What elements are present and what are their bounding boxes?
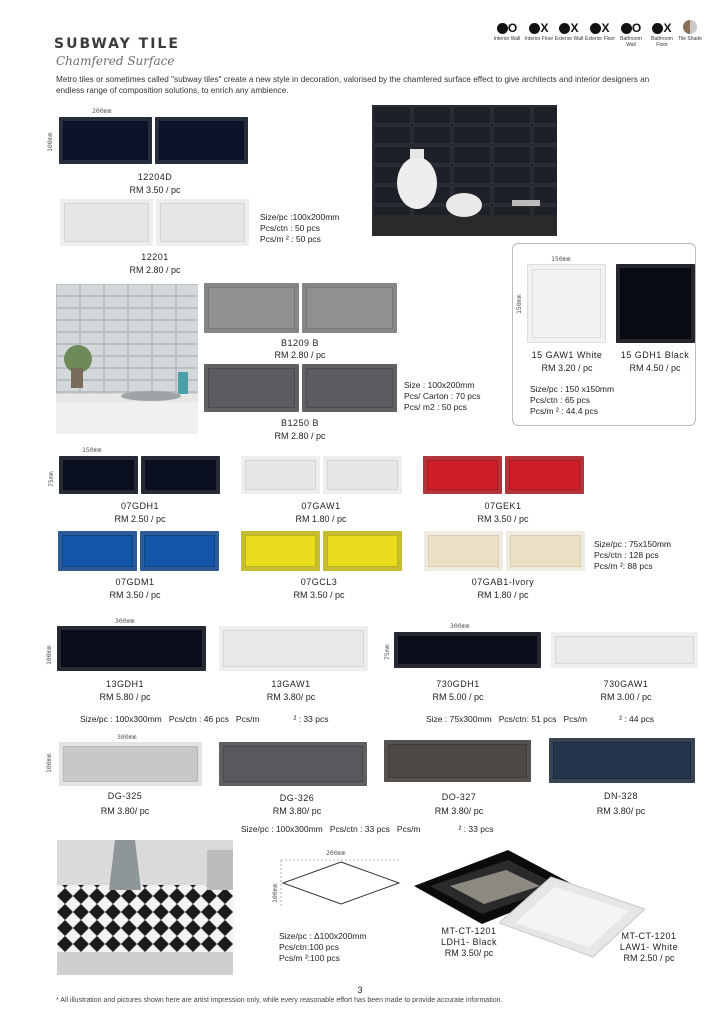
interior-wall-icon: O <box>491 20 523 36</box>
tile-B1250-b <box>302 364 397 412</box>
tile-swatch <box>59 117 152 164</box>
product-price: RM 2.80 / pc <box>274 350 326 360</box>
dim-height: 100mm <box>271 883 279 903</box>
product-code: 13GAW1 <box>271 679 311 689</box>
spec-block: Size : 100x200mm Pcs/ Carton : 70 pcs Pcs/ m2 : 50 pcs <box>404 380 481 412</box>
tile-DG326 <box>219 742 367 786</box>
bathroom-wall-icon: O <box>615 20 647 36</box>
tile-730GDH1 <box>394 632 541 668</box>
spec-line: Size/pc : 100x300mm Pcs/ctn : 46 pcs Pcs/m ² : 33 pcs <box>80 714 329 724</box>
product-price: RM 3.80/ pc <box>100 806 150 816</box>
product-price: RM 3.50 / pc <box>477 514 529 524</box>
dim-height: 100mm <box>45 645 53 665</box>
product-price: RM 3.80/ pc <box>266 692 316 702</box>
tile-07GCL3-a <box>241 531 320 571</box>
product-price: RM 5.00 / pc <box>432 692 484 702</box>
product-code: 07GAB1-Ivory <box>471 577 535 587</box>
product-price: RM 3.50 / pc <box>293 590 345 600</box>
product-code: 07GDH1 <box>120 501 159 511</box>
tile-07GAW1-a <box>241 456 320 494</box>
tile-13GDH1 <box>57 626 206 671</box>
legend-bathroom-floor: X Bathroom Floor <box>646 20 678 48</box>
tile-07GDH1-b <box>141 456 220 494</box>
dim-height: 150mm <box>515 294 523 314</box>
product-code: DG-325 <box>107 791 143 801</box>
product-price: RM 2.50 / pc <box>114 514 166 524</box>
legend-exterior-wall: X Exterior Wall <box>554 21 584 42</box>
tile-B1250-a <box>204 364 299 412</box>
diamond-kitchen-photo <box>57 840 233 975</box>
tile-07GDM1-a <box>58 531 137 571</box>
bathroom-floor-icon: X <box>646 20 678 36</box>
product-code: 13GDH1 <box>105 679 144 689</box>
tile-B1209-a <box>204 283 299 333</box>
tile-07GDH1-a <box>59 456 138 494</box>
dim-width: 300mm <box>117 733 137 741</box>
legend-bathroom-wall: O Bathroom Wall <box>615 20 647 48</box>
tile-07GDM1-b <box>140 531 219 571</box>
product-code: 730GAW1 <box>603 679 649 689</box>
spec-block: Size/pc : 150 x150mm Pcs/ctn : 65 pcs Pcs/m ² : 44.4 pcs <box>530 384 615 416</box>
product-code: 07GAW1 <box>301 501 341 511</box>
page-number: 3 <box>357 985 363 995</box>
dim-width: 150mm <box>551 255 571 263</box>
product-label: MT-CT-1201 LAW1- White RM 2.50 / pc <box>619 931 679 963</box>
tile-07GAB1-a <box>424 531 503 571</box>
dim-width: 200mm <box>92 107 112 115</box>
spec-block: Size/pc :100x200mm Pcs/ctn : 50 pcs Pcs/m ² : 50 pcs <box>260 212 340 244</box>
tile-swatch <box>60 199 153 246</box>
product-code: B1250 B <box>280 418 320 428</box>
tile-730GAW1 <box>551 632 698 668</box>
product-price: RM 3.80/ pc <box>596 806 646 816</box>
legend-interior-floor: X Interior Floor <box>524 21 554 42</box>
product-price: RM 3.80/ pc <box>434 806 484 816</box>
product-label: MT-CT-1201 LDH1- Black RM 3.50/ pc <box>440 926 497 958</box>
tile-DN328 <box>549 738 695 783</box>
exterior-wall-icon: X <box>553 20 585 36</box>
tile-shade-icon <box>676 20 704 36</box>
disclaimer: * All illustration and pictures shown here are artist impression only, while every reasonable effort has been made to provide accurate information. <box>56 997 503 1004</box>
product-price: RM 2.80 / pc <box>274 431 326 441</box>
tile-15GAW1 <box>527 264 606 343</box>
black-subway-photo <box>372 105 557 236</box>
product-code: DG-326 <box>279 793 315 803</box>
dim-height: 75mm <box>383 644 391 660</box>
product-code: 15 GDH1 Black <box>620 350 690 360</box>
tile-07GAW1-b <box>323 456 402 494</box>
product-price: RM 3.80/ pc <box>272 806 322 816</box>
legend-tile-shade: Tile Shade <box>676 20 704 42</box>
dim-width: 300mm <box>115 617 135 625</box>
product-code: 07GEK1 <box>484 501 522 511</box>
dim-height: 100mm <box>46 132 54 152</box>
dim-height: 100mm <box>45 753 53 773</box>
tile-swatch <box>156 199 249 246</box>
tile-swatch <box>155 117 248 164</box>
exterior-floor-icon: X <box>584 20 616 36</box>
tile-DO327 <box>384 740 531 782</box>
spec-line: Size/pc : 100x300mm Pcs/ctn : 33 pcs Pcs/m ² : 33 pcs <box>241 824 494 834</box>
tile-DG325 <box>59 742 202 786</box>
product-code: 12204D <box>137 172 173 182</box>
product-price: RM 3.00 / pc <box>600 692 652 702</box>
product-code: 730GDH1 <box>436 679 480 689</box>
dim-width: 150mm <box>82 446 102 454</box>
product-code: 15 GAW1 White <box>531 350 603 360</box>
diamond-dimension-drawing <box>279 858 403 908</box>
product-code: DN-328 <box>603 791 638 801</box>
product-code: 07GDM1 <box>115 577 155 587</box>
dim-width: 300mm <box>450 622 470 630</box>
dim-width: 200mm <box>326 849 346 857</box>
product-code: DO-327 <box>441 792 477 802</box>
tile-B1209-b <box>302 283 397 333</box>
product-price: RM 3.50 / pc <box>109 590 161 600</box>
spec-block: Size/pc : Δ100x200mm Pcs/ctn:100 pcs Pcs/m ²:100 pcs <box>279 931 367 963</box>
product-price: RM 1.80 / pc <box>477 590 529 600</box>
product-code: B1209 B <box>280 338 320 348</box>
product-price: RM 5.80 / pc <box>99 692 151 702</box>
tile-13GAW1 <box>219 626 368 671</box>
tile-07GCL3-b <box>323 531 402 571</box>
tile-15GDH1 <box>616 264 695 343</box>
tile-07GEK1-b <box>505 456 584 494</box>
legend-exterior-floor: X Exterior Floor <box>584 21 615 42</box>
interior-floor-icon: X <box>523 20 555 36</box>
legend-interior-wall: O Interior Wall <box>491 20 523 42</box>
spec-block: Size/pc : 75x150mm Pcs/ctn : 128 pcs Pcs/m ²: 88 pcs <box>594 539 672 571</box>
tile-07GEK1-a <box>423 456 502 494</box>
grey-kitchen-photo <box>56 284 198 434</box>
page-subtitle: Chamfered Surface <box>56 54 175 68</box>
product-price: RM 3.20 / pc <box>541 363 593 373</box>
page-title: SUBWAY TILE <box>54 36 180 52</box>
dim-height: 75mm <box>47 471 55 487</box>
product-code: 12201 <box>141 252 169 262</box>
intro-text: Metro tiles or sometimes called "subway tiles" create a new style in decoration, valorised by the chamfered surface effect to give architects and interior designers an endless range of composition solutions, to enrich any ambience. <box>56 75 650 95</box>
product-price: RM 1.80 / pc <box>295 514 347 524</box>
spec-line: Size : 75x300mm Pcs/ctn: 51 pcs Pcs/m ² : 44 pcs <box>426 714 655 724</box>
tile-07GAB1-b <box>506 531 585 571</box>
product-price: RM 4.50 / pc <box>629 363 681 373</box>
product-code: 07GCL3 <box>300 577 338 587</box>
product-price: RM 3.50 / pc <box>129 185 181 195</box>
product-price: RM 2.80 / pc <box>129 265 181 275</box>
